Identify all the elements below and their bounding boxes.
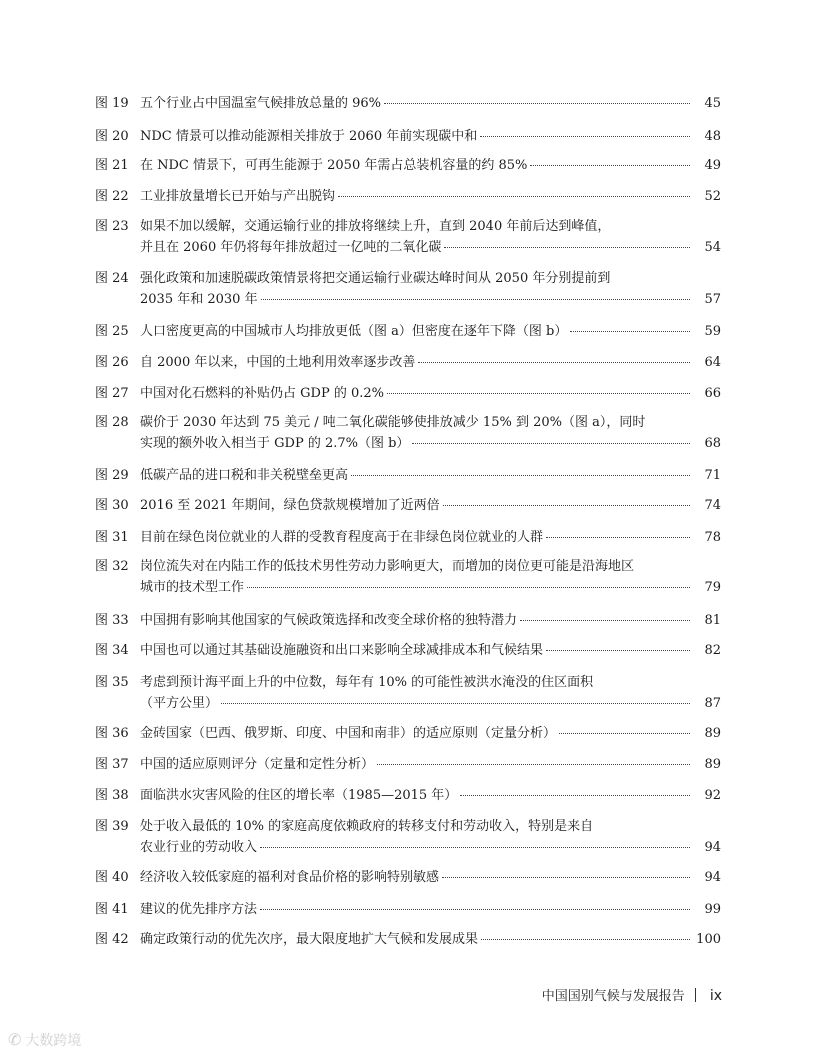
page-number[interactable]: 74 <box>704 498 721 513</box>
dot-leader <box>260 908 690 910</box>
dot-leader <box>442 876 690 878</box>
dot-leader <box>481 938 690 940</box>
toc-entry[interactable] <box>95 321 721 342</box>
toc-entry[interactable] <box>95 186 721 207</box>
page-number[interactable]: 68 <box>704 436 721 451</box>
dot-leader <box>480 135 690 137</box>
figure-number: 图 37 <box>95 757 129 772</box>
figure-title-line: 金砖国家（巴西、俄罗斯、印度、中国和南非）的适应原则（定量分析） <box>140 726 557 741</box>
figure-number: 图 38 <box>95 788 129 803</box>
dot-leader <box>384 102 690 104</box>
figure-title-line: （平方公里） <box>140 696 219 711</box>
dot-leader <box>412 442 690 444</box>
toc-entry[interactable] <box>95 899 721 920</box>
figure-title-line: 人口密度更高的中国城市人均排放更低（图 a）但密度在逐年下降（图 b） <box>140 324 568 339</box>
figure-number: 图 40 <box>95 870 129 885</box>
dot-leader <box>530 164 690 166</box>
footer-divider <box>695 988 696 1002</box>
page-number[interactable]: 94 <box>704 870 721 885</box>
page-number[interactable]: 66 <box>704 386 721 401</box>
dot-leader <box>418 361 690 363</box>
page-number[interactable]: 87 <box>704 696 721 711</box>
dot-leader <box>338 195 690 197</box>
dot-leader <box>261 298 690 300</box>
page-number[interactable]: 81 <box>704 613 721 628</box>
toc-entry[interactable] <box>95 412 721 454</box>
figure-title-line: 城市的技术型工作 <box>140 580 245 595</box>
figure-title-line: 五个行业占中国温室气候排放总量的 96% <box>140 96 382 111</box>
figure-number: 图 21 <box>95 158 129 173</box>
figure-number: 图 35 <box>95 675 129 690</box>
figure-title-line: 中国也可以通过其基础设施融资和出口来影响全球减排成本和气候结果 <box>140 643 544 658</box>
figure-title-line: 中国的适应原则评分（定量和定性分析） <box>140 757 375 772</box>
dot-leader <box>247 586 690 588</box>
figure-title-line: 确定政策行动的优先次序，最大限度地扩大气候和发展成果 <box>140 932 479 947</box>
watermark-text: 大数跨境 <box>25 1033 82 1049</box>
figure-title-line: 低碳产品的进口税和非关税壁垒更高 <box>140 468 349 483</box>
page-number[interactable]: 92 <box>704 788 721 803</box>
toc-entry[interactable] <box>95 816 721 858</box>
dot-leader <box>460 794 690 796</box>
page-number[interactable]: 78 <box>704 530 721 545</box>
dot-leader <box>570 330 690 332</box>
page-number[interactable]: 48 <box>704 129 721 144</box>
figure-title-line: 2035 年和 2030 年 <box>140 292 258 307</box>
dot-leader <box>221 702 690 704</box>
toc-entry[interactable] <box>95 383 721 404</box>
footer-page-number: ix <box>709 988 722 1004</box>
toc-entry[interactable] <box>95 929 721 950</box>
figure-number: 图 36 <box>95 726 129 741</box>
dot-leader <box>559 732 690 734</box>
page-number[interactable]: 100 <box>696 932 721 947</box>
figure-number: 图 26 <box>95 355 129 370</box>
watermark <box>8 1030 81 1050</box>
toc-entry[interactable] <box>95 155 721 176</box>
dot-leader <box>520 619 690 621</box>
figure-number: 图 33 <box>95 613 129 628</box>
figure-number: 图 25 <box>95 324 129 339</box>
page-number[interactable]: 89 <box>704 726 721 741</box>
figure-title-line: 面临洪水灾害风险的住区的增长率（1985—2015 年） <box>140 788 458 803</box>
page-number[interactable]: 54 <box>704 240 721 255</box>
page-number[interactable]: 89 <box>704 757 721 772</box>
figure-number: 图 27 <box>95 386 129 401</box>
toc-entry[interactable] <box>95 352 721 373</box>
toc-entry[interactable] <box>95 610 721 631</box>
page-number[interactable]: 45 <box>704 96 721 111</box>
figure-title-line: NDC 情景可以推动能源相关排放于 2060 年前实现碳中和 <box>140 129 478 144</box>
page-number[interactable]: 71 <box>704 468 721 483</box>
toc-entry[interactable] <box>95 126 721 147</box>
figure-title-line: 目前在绿色岗位就业的人群的受教育程度高于在非绿色岗位就业的人群 <box>140 530 544 545</box>
figure-title-line: 实现的额外收入相当于 GDP 的 2.7%（图 b） <box>140 436 410 451</box>
page-footer <box>542 985 722 1004</box>
figure-number: 图 29 <box>95 468 129 483</box>
dot-leader <box>443 504 690 506</box>
page-number[interactable]: 49 <box>704 158 721 173</box>
figure-number: 图 28 <box>95 415 129 430</box>
page-number[interactable]: 52 <box>704 189 721 204</box>
watermark-logo-icon: ✆ <box>8 1030 22 1049</box>
figure-number: 图 19 <box>95 96 129 111</box>
figure-title-line: 碳价于 2030 年达到 75 美元 / 吨二氧化碳能够使排放减少 15% 到 20%（图 a），同时 <box>140 415 646 430</box>
figure-title-line: 工业排放量增长已开始与产出脱钩 <box>140 189 336 204</box>
toc-entry[interactable] <box>95 785 721 806</box>
toc-entry[interactable] <box>95 640 721 661</box>
figure-title-line: 建议的优先排序方法 <box>140 902 258 917</box>
figure-number: 图 24 <box>95 271 129 286</box>
figure-number: 图 32 <box>95 559 129 574</box>
figure-title-line: 2016 至 2021 年期间，绿色贷款规模增加了近两倍 <box>140 498 440 513</box>
figure-title-line: 在 NDC 情景下，可再生能源于 2050 年需占总装机容量的约 85% <box>140 158 528 173</box>
toc-entry[interactable] <box>95 495 721 516</box>
figure-number: 图 39 <box>95 819 129 834</box>
page-number[interactable]: 99 <box>704 902 721 917</box>
dot-leader <box>546 536 690 538</box>
figure-title-line: 中国拥有影响其他国家的气候政策选择和改变全球价格的独特潜力 <box>140 613 518 628</box>
toc-entry[interactable] <box>95 672 721 714</box>
figure-title-line: 农业行业的劳动收入 <box>140 840 258 855</box>
figure-title-line: 岗位流失对在内陆工作的低技术男性劳动力影响更大，而增加的岗位更可能是沿海地区 <box>140 559 635 574</box>
dot-leader <box>387 392 690 394</box>
figure-number: 图 30 <box>95 498 129 513</box>
toc-entry[interactable] <box>95 527 721 548</box>
figure-number: 图 22 <box>95 189 129 204</box>
figure-title-line: 中国对化石燃料的补贴仍占 GDP 的 0.2% <box>140 386 384 401</box>
figure-number: 图 23 <box>95 219 129 234</box>
figure-number: 图 31 <box>95 530 129 545</box>
figure-title-line: 自 2000 年以来，中国的土地利用效率逐步改善 <box>140 355 416 370</box>
dot-leader <box>444 246 690 248</box>
footer-report-title: 中国国别气候与发展报告 <box>541 989 685 1004</box>
page-number[interactable]: 79 <box>704 580 721 595</box>
dot-leader <box>260 846 690 848</box>
dot-leader <box>377 763 690 765</box>
figure-number: 图 20 <box>95 129 129 144</box>
dot-leader <box>546 649 690 651</box>
figure-title-line: 经济收入较低家庭的福利对食品价格的影响特别敏感 <box>140 870 440 885</box>
figure-title-line: 考虑到预计海平面上升的中位数，每年有 10% 的可能性被洪水淹没的住区面积 <box>140 675 594 690</box>
toc-entry[interactable] <box>95 216 721 258</box>
toc-entry[interactable] <box>95 556 721 598</box>
toc-entry[interactable] <box>95 465 721 486</box>
toc-entry[interactable] <box>95 723 721 744</box>
toc-entry[interactable] <box>95 93 721 114</box>
figure-title-line: 强化政策和加速脱碳政策情景将把交通运输行业碳达峰时间从 2050 年分别提前到 <box>140 271 611 286</box>
page-number[interactable]: 57 <box>704 292 721 307</box>
figure-number: 图 42 <box>95 932 129 947</box>
figure-number: 图 41 <box>95 902 129 917</box>
toc-entry[interactable] <box>95 754 721 775</box>
figure-title-line: 并且在 2060 年仍将每年排放超过一亿吨的二氧化碳 <box>140 240 442 255</box>
figure-title-line: 如果不加以缓解，交通运输行业的排放将继续上升，直到 2040 年前后达到峰值， <box>140 219 611 234</box>
figure-number: 图 34 <box>95 643 129 658</box>
toc-entry[interactable] <box>95 867 721 888</box>
page-number[interactable]: 64 <box>704 355 721 370</box>
page-number[interactable]: 82 <box>704 643 721 658</box>
page-number[interactable]: 94 <box>704 840 721 855</box>
page-number[interactable]: 59 <box>704 324 721 339</box>
toc-entry[interactable] <box>95 268 721 310</box>
figure-title-line: 处于收入最低的 10% 的家庭高度依赖政府的转移支付和劳动收入，特别是来自 <box>140 819 594 834</box>
dot-leader <box>351 474 690 476</box>
